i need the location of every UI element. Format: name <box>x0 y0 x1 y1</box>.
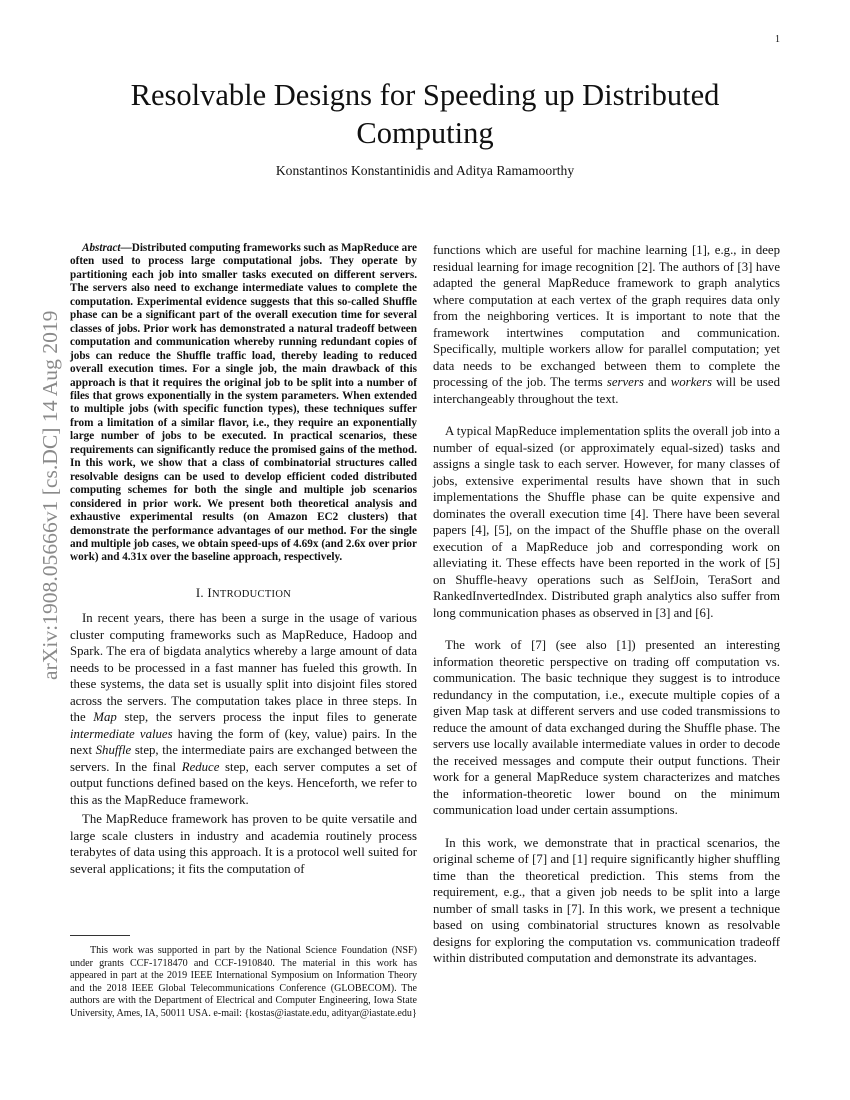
footnote: This work was supported in part by the National Science Foundation (NSF) under grants CCF-1718470 and CCF-1910840. The material in this work has appeared in part at the 2019 IEEE International Symposium on Information Theory and the 2018 IEEE Global Telecommunications Conference (GLOBECOM). The authors are with the Department of Electrical and Computer Engineering, Iowa State University, Ames, IA, 50011 USA. e-mail: {kostas@iastate.edu, adityar@iastate.edu} <box>70 945 417 1019</box>
text-run: In recent years, there has been a surge in the usage of various cluster computing frameworks such as MapReduce, Hadoop and Spark. The era of bigdata analytics whereby a large amount of data needs to be processed in a fast manner has fueled this growth. In these systems, the data set is usually split into disjoint files stored across the servers. The computation takes place in three steps. In the <box>70 611 417 725</box>
text-run: will be used interchangeably throughout the text. <box>433 375 780 406</box>
text-run: step, the servers process the input files to generate <box>116 710 417 725</box>
intro-paragraph-1 <box>70 610 417 808</box>
emphasis-reduce: Reduce <box>181 759 220 774</box>
right-paragraph-3: The work of [7] (see also [1]) presented an interesting information theoretic perspective on trading off computation vs. communication. The basic technique they suggest is to introduce redundancy in the computation, i.e., execute multiple copies of a given Map task at different servers and use coded transmissions to reduce the amount of data exchanged during the Shuffle phase. The servers use locally available intermediate values in order to decode the received messages and compute their output functions. Their work for a general MapReduce system characterizes and matches the information-theoretic lower bound on the minimum communication load under certain assumptions. <box>433 638 780 817</box>
section-numeral: I. <box>195 585 208 600</box>
paper-authors: Konstantinos Konstantinidis and Aditya Ramamoorthy <box>275 163 575 178</box>
section-title-initial: I <box>207 585 212 600</box>
text-run: step, the intermediate pairs are exchanged between the servers. In the final <box>70 743 418 774</box>
text-run: step, each server computes a set of output functions defined based on the keys. Henceforth, we refer to this as the MapReduce framework. <box>70 759 417 807</box>
intro-paragraph-2: The MapReduce framework has proven to be quite versatile and large scale clusters in industry and academia routinely process terabytes of data using this approach. It is a protocol well suited for several applications; it fits the computation of <box>70 812 417 876</box>
right-column <box>433 242 780 967</box>
section-heading-introduction <box>70 585 417 604</box>
abstract-body: —Distributed computing frameworks such as MapReduce are often used to process large computational jobs. They operate by partitioning each job into smaller tasks executed on different servers. The servers also need to exchange intermediate values to complete the computation. Experimental evidence suggests that this so-called Shuffle phase can be a significant part of the overall execution time for several classes of jobs. Prior work has demonstrated a natural tradeoff between computation and communication whereby running redundant copies of jobs can reduce the Shuffle traffic load, thereby leading to reduced overall execution times. For a single job, the main drawback of this approach is that it requires the original job to be split into a number of files that grows exponentially in the system parameters. When extended to multiple jobs (with specific function types), these techniques suffer from a limitation of a similar flavor, i.e., they require an exponentially large number of jobs to be executed. In practical scenarios, these requirements can significantly reduce the promised gains of the method. In this work, we show that a class of combinatorial structures called resolvable designs can be used to develop efficient coded distributed computing schemes for both the single and multiple job scenarios considered in prior work. We present both theoretical analysis and exhaustive experimental results (on Amazon EC2 clusters) that demonstrate the performance advantages of our method. For the single and multiple job cases, we obtain speed-ups of 4.69x (and 2.6x over prior work) and 4.31x over the baseline approach, respectively. <box>70 242 417 564</box>
arxiv-identifier-stamp: arXiv:1908.05666v1 [cs.DC] 14 Aug 2019 <box>38 310 62 680</box>
right-paragraph-2: A typical MapReduce implementation splits the overall job into a number of equal-sized (or approximately equal-sized) tasks and assigns a single task to each server. However, for many classes of jobs, extensive experimental results have shown that in such implementations the Shuffle phase can be quite expensive and dominates the overall execution time [4]. There have been several papers [4], [5], on the impact of the Shuffle phase on the overall execution of a MapReduce job and corresponding work on alleviating it. These effects have been reported in the work of [5] on Shuffle-heavy operations such as SelfJoin, TeraSort and RankedInvertedIndex. Distributed graph analytics also suffer from long communication phases as observed in [3] and [6]. <box>433 424 780 620</box>
emphasis-map: Map <box>93 710 117 725</box>
text-run: functions which are useful for machine learning [1], e.g., in deep residual learning for image recognition [2]. The authors of [3] have adapted the general MapReduce framework to graph analytics where computation at each vertex of the graph requires data only from the neighboring vertices. It is important to note that the framework intertwines computation and communication. Specifically, multiple workers allow for parallel computation; yet data needs to be exchanged between them to complete the processing of the job. The terms <box>433 243 780 389</box>
footnote-divider <box>70 935 130 936</box>
emphasis-shuffle: Shuffle <box>95 743 132 758</box>
emphasis-workers: workers <box>670 375 712 389</box>
text-run: and <box>643 375 671 389</box>
right-paragraph-4: In this work, we demonstrate that in practical scenarios, the original scheme of [7] and [1] require significantly higher shuffling time than the theoretical prediction. This stems from the requirement, e.g., that a given job needs to be split into a large number of small tasks in [7]. In this work, we present a technique based on using combinatorial structures known as resolvable designs for exploring the computation vs. communication tradeoff within distributed computation and demonstrate its advantages. <box>433 835 780 965</box>
page-number: 1 <box>775 34 780 45</box>
paper-title: Resolvable Designs for Speeding up Distributed Computing <box>130 78 720 150</box>
emphasis-intermediate-values: intermediate values <box>70 726 173 741</box>
right-paragraph-1 <box>433 242 780 407</box>
left-column <box>70 242 417 877</box>
abstract <box>70 242 417 565</box>
abstract-label: Abstract <box>82 242 121 254</box>
section-title-rest: NTRODUCTION <box>211 588 292 600</box>
text-run: having the form of (key, value) pairs. In the next <box>70 726 417 758</box>
emphasis-servers: servers <box>606 375 644 389</box>
